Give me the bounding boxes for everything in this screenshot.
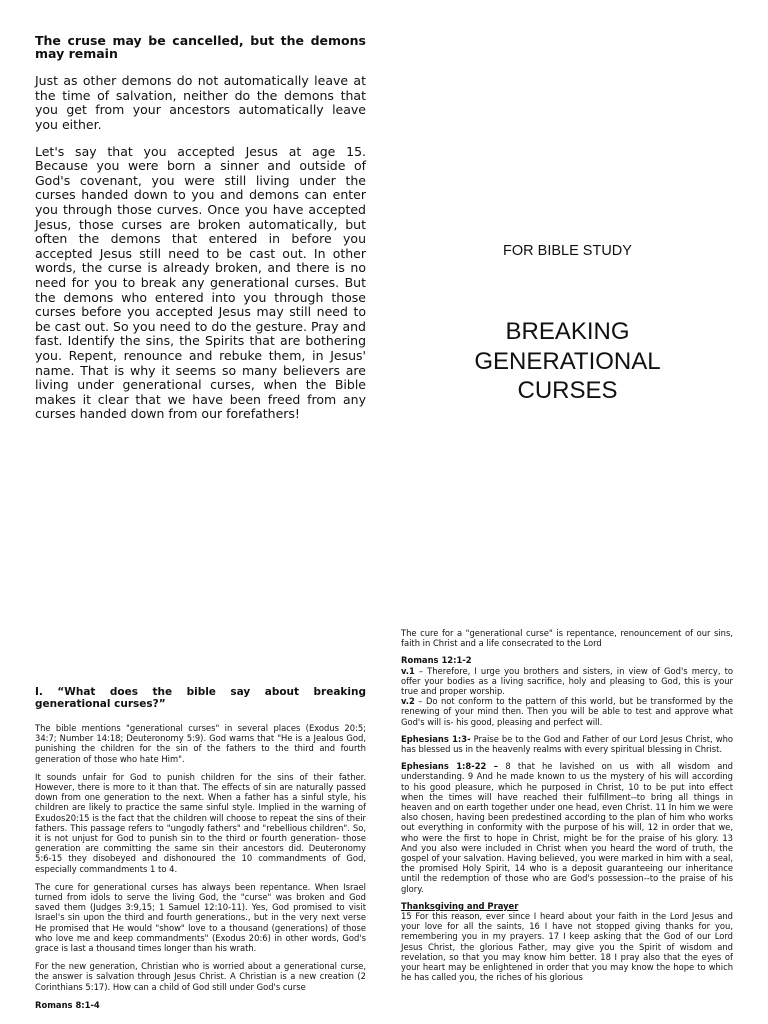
paragraph-accepted-jesus: Let's say that you accepted Jesus at age 15. Because you were born a sinner and outside of God's covenant, you were still living under the curses handed down to you and demons can enter you through those curves. Once you have accepted Jesus, those curses are broken automatically, but often the demons that entered in before you accepted Jesus still need to be cast out. In other words, the curse is already broken, and there is no need for you to break any generational curses. But the demons who entered into you through those curses before you accepted Jesus may still need to be cast out. So you need to do the gesture. Pray and fast. Identify the sins, the Spirits that are bothering you. Repent, renounce and rebuke them, in Jesus' name. That is why it seems so many believers are living under generational curses, when the Bible makes it clear that we have been freed from any curses handed down from our forefathers!: [35, 143, 366, 422]
reference-ephesians-1-3: Ephesians 1:3-: [401, 733, 471, 744]
reference-romans-8: Romans 8:1-4: [35, 999, 100, 1010]
cover-title-line-1: BREAKING: [505, 318, 630, 345]
left-bottom-column: [35, 686, 366, 1018]
paragraph-demons-remain: Just as other demons do not automatically leave at the time of salvation, neither do the demons that you get from your ancestors automatically leave you either.: [35, 73, 366, 133]
ephesians-1-8-text: 8 that he lavished on us with all wisdom and understanding. 9 And he made known to us the mystery of his will according to his good pleasure, which he purposed in Christ, 10 to be put into effect when the times will have reached their fulfillment--to bring all things in heaven and on earth together under one head, even Christ. 11 In him we were also chosen, having been predestined according to the plan of him who works out everything in conformity with the purpose of his will, 12 in order that we, who were the first to hope in Christ, might be for the praise of his glory. 13 And you also were included in Christ when you heard the word of truth, the gospel of your salvation. Having believed, you were marked in him with a seal, the promised Holy Spirit, 14 who is a deposit guaranteeing our inheritance until the redemption of those who are God's possession--to the praise of his glory.: [401, 761, 733, 894]
cover-title: [420, 317, 715, 406]
verse-label-2: v.2: [401, 696, 415, 707]
thanksgiving-section: [401, 901, 733, 983]
cover-title-line-2: GENERATIONAL: [474, 347, 661, 375]
cover-subtitle: FOR BIBLE STUDY: [503, 243, 632, 259]
paragraph-cure-intro: The cure for a "generational curse" is repentance, renouncement of our sins, faith in Christ and a life consecrated to the Lord: [401, 628, 733, 649]
paragraph-cure-repentance: The cure for generational curses has always been repentance. When Israel turned from idols to serve the living God, the "curse" was broken and God saved them (Judges 3:9,15; 1 Samuel 12:10-11). Yes, God promised to visit Israel's sin upon the third and fourth generations., but in the very next verse He promised that He would "show" love to a thousand (generations) of those who love me and keep commandments" (Exodus 20:6) in other words, God's grace is last a thousand times longer than his wrath.: [35, 881, 366, 954]
reference-romans-12: Romans 12:1-2: [401, 655, 472, 666]
thanksgiving-text: 15 For this reason, ever since I heard about your faith in the Lord Jesus and your love for all the saints, 16 I have not stopped giving thanks for you, remembering you in my prayers. 17 I keep asking that the God of our Lord Jesus Christ, the glorious Father, may give you the Spirit of wisdom and revelation, so that you may know him better. 18 I pray also that the eyes of your heart may be enlightened in order that you may know the hope to which he has called you, the riches of his glorious: [401, 911, 733, 983]
scripture-ephesians-1-8: [401, 761, 733, 894]
paragraph-sounds-unfair: It sounds unfair for God to punish children for the sins of their father. However, there is more to it than that. The effects of sin are naturally passed down from one generation to the next. When a father has a sinful style, his children are likely to practice the same sinful style. Implied in the warning of Exudos20:15 is the fact that the children will choose to repeat the sins of their fathers. This passage refers to "ungodly fathers" and "rebellious children". So, it is not unjust for God to punish sin to the third or fourth generation- those generation are committing the same sin their ancestors did. Deuteronomy 5:6-15 they disobeyed and dishonoured the 10 commandments of God, especially commandments 1 to 4.: [35, 771, 366, 874]
thanksgiving-heading: Thanksgiving and Prayer: [401, 900, 519, 911]
verse-text-1: – Therefore, I urge you brothers and sisters, in view of God's mercy, to offer your bodies as a living sacrifice, holy and pleasing to God, this is your true and proper worship.: [401, 665, 733, 697]
paragraph-bible-mentions: The bible mentions "generational curses" in several places (Exodus 20:5; 34:7; Number 14:18; Deuteronomy 5:9). God warns that "He is a Jealous God, punishing the children for the sin of the fathers to the third and fourth generation of those who hate Him".: [35, 723, 366, 764]
verse-label-1: v.1: [401, 665, 415, 676]
question-heading: I. “What does the bible say about breaking generational curses?”: [35, 686, 366, 710]
section-heading-curse-cancelled: The cruse may be cancelled, but the demons may remain: [35, 33, 366, 62]
ephesians-1-3-text: Praise be to the God and Father of our Lord Jesus Christ, who has blessed us in the heavenly realms with every spiritual blessing in Christ.: [401, 733, 733, 755]
right-bottom-column: [401, 628, 733, 990]
paragraph-new-generation: For the new generation, Christian who is worried about a generational curse, the answer is salvation through Jesus Christ. A Christian is a new creation (2 Corinthians 5:17). How can a child of God still under God's curse: [35, 961, 366, 992]
scripture-ephesians-1-3: [401, 734, 733, 754]
verse-text-2: – Do not conform to the pattern of this world, but be transformed by the renewing of your mind then. Then you will be able to test and approve what God's will is- his good, pleasing and perfect will.: [401, 696, 733, 727]
reference-ephesians-1-8: Ephesians 1:8-22 –: [401, 761, 506, 772]
cover-title-line-3: CURSES: [517, 377, 618, 404]
scripture-romans-12: [401, 655, 733, 726]
left-top-column: [35, 34, 366, 434]
